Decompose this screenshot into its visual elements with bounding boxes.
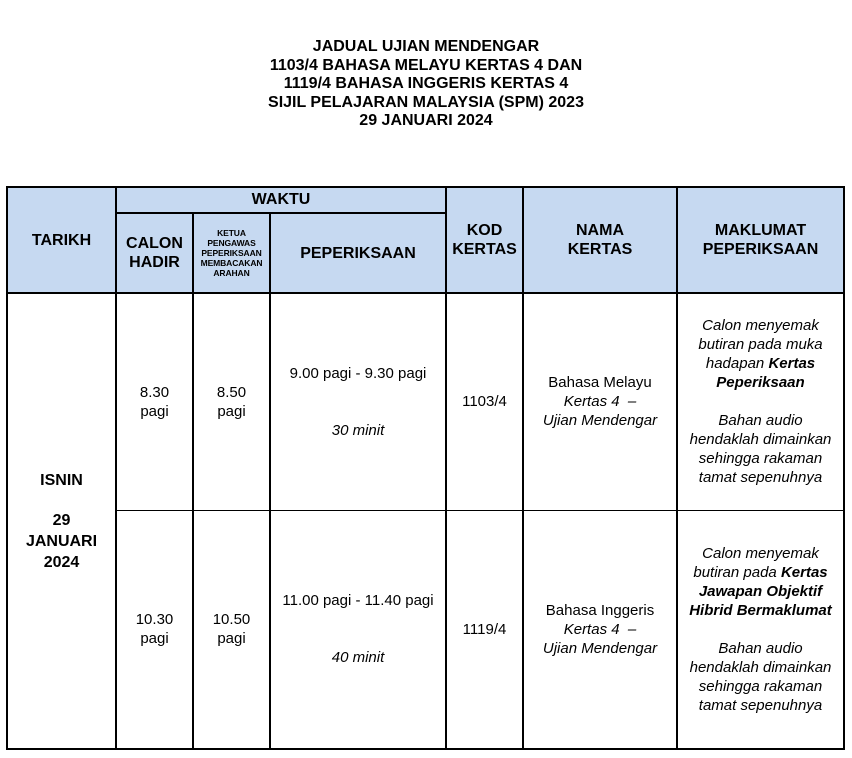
- maklumat-line: Calon menyemak: [702, 317, 819, 335]
- maklumat-line: sehingga rakaman: [698, 677, 823, 695]
- maklumat-line: Jawapan Objektif: [698, 582, 823, 600]
- title-line: JADUAL UJIAN MENDENGAR: [312, 38, 540, 55]
- maklumat-line: Bahan audio: [718, 412, 803, 430]
- kod-kertas-cell: 1103/4: [446, 293, 523, 510]
- maklumat-line: tamat sepenuhnya: [698, 469, 823, 487]
- maklumat-line: hendaklah dimainkan: [689, 658, 832, 676]
- header-kod-kertas: KOD KERTAS: [446, 187, 523, 293]
- title-line: SIJIL PELAJARAN MALAYSIA (SPM) 2023: [268, 93, 584, 111]
- maklumat-line: sehingga rakaman: [698, 450, 823, 468]
- exam-time: 9.00 pagi - 9.30 pagi: [289, 364, 427, 382]
- header-waktu: WAKTU: [116, 187, 446, 213]
- tarikh-date-line: 29: [52, 511, 71, 529]
- table-row: [7, 510, 844, 749]
- document-title: [0, 38, 852, 131]
- maklumat-line: Hibrid Bermaklumat: [689, 601, 832, 619]
- maklumat-cell: [677, 293, 844, 510]
- table-row: [7, 293, 844, 510]
- title-line: 29 JANUARI 2024: [359, 112, 493, 129]
- calon-hadir-cell: 8.30 pagi: [116, 293, 193, 510]
- tarikh-date-line: JANUARI: [25, 532, 98, 550]
- maklumat-line: hadapan Kertas: [705, 355, 816, 373]
- maklumat-line: tamat sepenuhnya: [698, 696, 823, 714]
- header-peperiksaan: PEPERIKSAAN: [270, 213, 446, 293]
- nama-kertas-cell: Bahasa Melayu Kertas 4 – Ujian Mendengar: [523, 293, 677, 510]
- kod-kertas-cell: 1119/4: [446, 510, 523, 749]
- ketua-pengawas-cell: 8.50 pagi: [193, 293, 270, 510]
- maklumat-line: hendaklah dimainkan: [689, 431, 832, 449]
- ketua-pengawas-cell: 10.50 pagi: [193, 510, 270, 749]
- peperiksaan-cell: [270, 510, 446, 749]
- exam-time: 11.00 pagi - 11.40 pagi: [282, 592, 434, 610]
- exam-duration: 30 minit: [331, 421, 385, 439]
- tarikh-date-line: 2024: [43, 553, 80, 571]
- exam-schedule-table: [6, 186, 845, 750]
- title-line: 1119/4 BAHASA INGGERIS KERTAS 4: [283, 75, 569, 92]
- header-calon-hadir: CALON HADIR: [116, 213, 193, 293]
- nama-kertas-cell: Bahasa Inggeris Kertas 4 – Ujian Mendengar: [523, 510, 677, 749]
- header-tarikh: TARIKH: [7, 187, 116, 293]
- maklumat-line: butiran pada Kertas: [693, 563, 828, 581]
- title-line: 1103/4 BAHASA MELAYU KERTAS 4 DAN: [269, 56, 583, 74]
- exam-duration: 40 minit: [331, 649, 385, 667]
- maklumat-line: Calon menyemak: [702, 544, 819, 562]
- maklumat-cell: [677, 510, 844, 749]
- header-ketua-pengawas: KETUA PENGAWAS PEPERIKSAAN MEMBACAKAN ARAHAN: [193, 213, 270, 293]
- calon-hadir-cell: 10.30 pagi: [116, 510, 193, 749]
- peperiksaan-cell: [270, 293, 446, 510]
- tarikh-cell: [7, 293, 116, 749]
- maklumat-line: Bahan audio: [718, 639, 803, 657]
- header-nama-kertas: NAMA KERTAS: [523, 187, 677, 293]
- header-maklumat-peperiksaan: MAKLUMAT PEPERIKSAAN: [677, 187, 844, 293]
- maklumat-line: butiran pada muka: [698, 336, 823, 354]
- tarikh-day: ISNIN: [40, 471, 83, 489]
- maklumat-line: Peperiksaan: [716, 374, 805, 392]
